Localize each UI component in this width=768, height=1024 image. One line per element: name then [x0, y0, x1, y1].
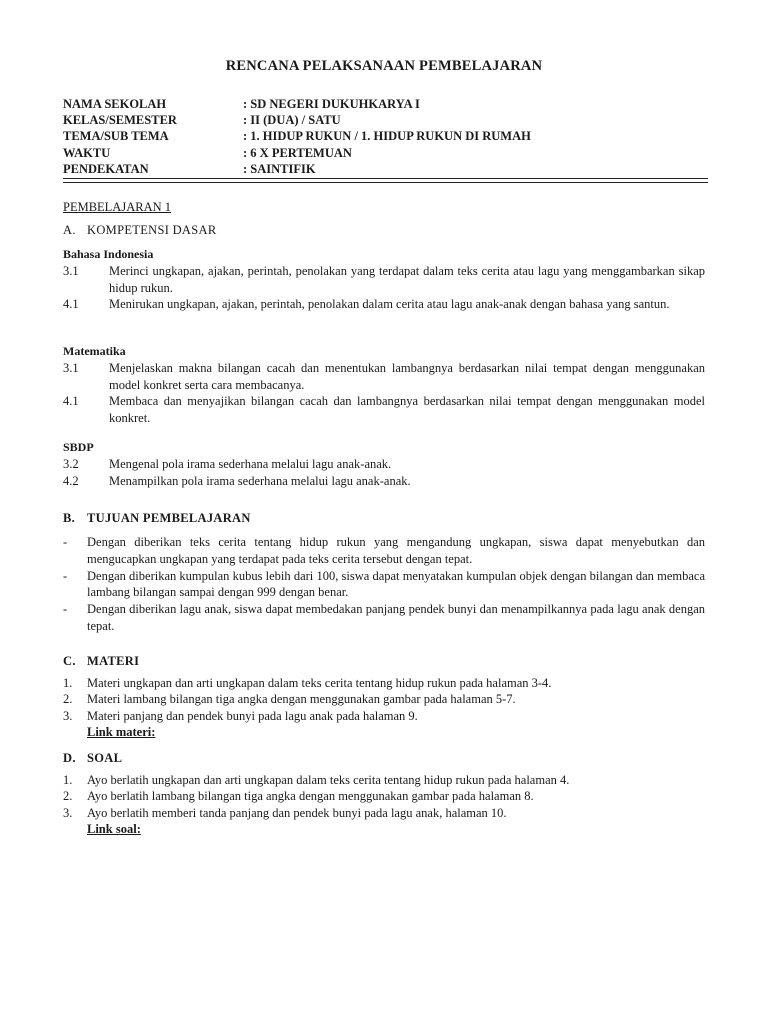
section-title: KOMPETENSI DASAR — [87, 223, 217, 237]
kd-number: 3.1 — [63, 264, 79, 278]
section-letter: A. — [63, 223, 76, 237]
identity-table — [63, 96, 708, 177]
material-text: Materi ungkapan dan arti ungkapan dalam teks cerita tentang hidup rukun pada halaman 3-4. — [87, 676, 552, 690]
identity-value: : 1. HIDUP RUKUN / 1. HIDUP RUKUN DI RUMAH — [243, 129, 531, 144]
identity-row-school — [63, 96, 708, 112]
material-text: Materi panjang dan pendek bunyi pada lagu anak pada halaman 9. — [87, 708, 418, 723]
subject-name: Bahasa Indonesia — [63, 247, 154, 261]
kd-text: Merinci ungkapan, ajakan, perintah, penolakan yang terdapat dalam teks cerita atau lagu yang menggambarkan sikap hidup rukun. — [109, 264, 705, 295]
kd-number: 3.1 — [63, 361, 79, 375]
document-title: RENCANA PELAKSANAAN PEMBELAJARAN — [225, 58, 543, 74]
list-number: 1. — [63, 773, 73, 787]
materials-list — [63, 675, 705, 740]
subject-sbdp — [63, 439, 705, 489]
kd-number: 3.2 — [63, 457, 79, 471]
question-text: Ayo berlatih memberi tanda panjang dan pendek bunyi pada lagu anak, halaman 10. — [87, 805, 507, 820]
list-item — [63, 805, 705, 821]
objectives-list — [63, 534, 705, 635]
link-colon: : — [151, 724, 156, 739]
lesson-heading: PEMBELAJARAN 1 — [63, 200, 171, 214]
bullet-dash: - — [63, 602, 68, 617]
materials-link[interactable] — [87, 724, 705, 740]
link-colon: : — [136, 821, 141, 836]
section-title: SOAL — [87, 751, 123, 765]
identity-row-class — [63, 112, 708, 128]
list-item — [63, 772, 705, 788]
list-item — [63, 568, 705, 602]
bullet-dash: - — [63, 568, 68, 583]
identity-label: TEMA/SUB TEMA — [63, 129, 169, 144]
list-number: 2. — [63, 692, 73, 707]
section-title: TUJUAN PEMBELAJARAN — [87, 511, 251, 525]
section-letter: B. — [63, 511, 76, 525]
divider-line — [63, 182, 708, 183]
identity-label: KELAS/SEMESTER — [63, 113, 177, 128]
subject-name: SBDP — [63, 440, 94, 454]
kd-item — [63, 456, 705, 473]
kd-item — [63, 360, 705, 393]
kd-text: Mengenal pola irama sederhana melalui lagu anak-anak. — [109, 457, 392, 471]
kd-item — [63, 263, 705, 296]
section-b-heading — [63, 511, 705, 526]
identity-value: : 6 X PERTEMUAN — [243, 145, 352, 160]
list-item — [63, 691, 705, 707]
questions-link[interactable] — [87, 821, 705, 837]
identity-row-approach — [63, 161, 708, 177]
kd-item — [63, 473, 705, 490]
section-d-heading — [63, 751, 705, 766]
list-number: 2. — [63, 789, 73, 804]
list-item — [63, 675, 705, 691]
identity-value: : SAINTIFIK — [243, 161, 316, 176]
kd-item — [63, 296, 705, 313]
link-label[interactable]: Link soal — [87, 821, 137, 836]
identity-label: WAKTU — [63, 145, 111, 160]
list-number: 3. — [63, 805, 73, 820]
question-text: Ayo berlatih lambang bilangan tiga angka dengan menggunakan gambar pada halaman 8. — [87, 789, 534, 804]
section-c-heading — [63, 654, 705, 669]
bullet-dash: - — [63, 535, 68, 549]
subject-bahasa-indonesia — [63, 246, 705, 313]
questions-list — [63, 772, 705, 837]
kd-number: 4.1 — [63, 297, 79, 311]
list-number: 3. — [63, 708, 73, 723]
kd-number: 4.2 — [63, 473, 79, 488]
section-letter: C. — [63, 654, 76, 668]
link-label[interactable]: Link materi — [87, 724, 152, 739]
identity-row-time — [63, 145, 708, 161]
list-item — [63, 601, 705, 635]
kd-text: Menampilkan pola irama sederhana melalui lagu anak-anak. — [109, 473, 411, 488]
list-item — [63, 534, 705, 568]
material-text: Materi lambang bilangan tiga angka dengan menggunakan gambar pada halaman 5-7. — [87, 692, 516, 707]
kd-text: Menjelaskan makna bilangan cacah dan menentukan lambangnya berdasarkan nilai tempat dengan menggunakan model konkret serta cara membacanya. — [109, 361, 705, 392]
identity-label: PENDEKATAN — [63, 161, 149, 176]
objective-text: Dengan diberikan lagu anak, siswa dapat membedakan panjang pendek bunyi dan menampilkannya pada lagu anak dengan tepat. — [87, 602, 705, 633]
list-item — [63, 788, 705, 804]
identity-label: NAMA SEKOLAH — [63, 97, 167, 111]
identity-row-theme — [63, 128, 708, 144]
section-title: MATERI — [87, 654, 140, 668]
section-letter: D. — [63, 751, 76, 765]
subject-name: Matematika — [63, 344, 126, 358]
list-item — [63, 708, 705, 724]
identity-value: : SD NEGERI DUKUHKARYA I — [243, 97, 420, 111]
section-a-heading — [63, 223, 705, 238]
question-text: Ayo berlatih ungkapan dan arti ungkapan dalam teks cerita tentang hidup rukun pada halaman 4. — [87, 773, 570, 787]
identity-value: : II (DUA) / SATU — [243, 113, 341, 128]
kd-item — [63, 393, 705, 426]
list-number: 1. — [63, 676, 73, 690]
divider-line — [63, 178, 708, 179]
subject-matematika — [63, 343, 705, 426]
kd-text: Menirukan ungkapan, ajakan, perintah, penolakan dalam cerita atau lagu anak-anak dengan bahasa yang santun. — [109, 297, 670, 311]
kd-number: 4.1 — [63, 394, 79, 408]
kd-text: Membaca dan menyajikan bilangan cacah dan lambangnya berdasarkan nilai tempat dengan menggunakan model konkret. — [109, 394, 705, 425]
objective-text: Dengan diberikan teks cerita tentang hidup rukun yang mengandung ungkapan, siswa dapat menyebutkan dan mengucapkan ungkapan yang terdapat pada teks cerita tersebut dengan tepat. — [87, 535, 705, 566]
objective-text: Dengan diberikan kumpulan kubus lebih dari 100, siswa dapat menyatakan kumpulan objek dengan bilangan dan membaca lambang bilangan sampai dengan 999 dengan benar. — [87, 568, 705, 600]
